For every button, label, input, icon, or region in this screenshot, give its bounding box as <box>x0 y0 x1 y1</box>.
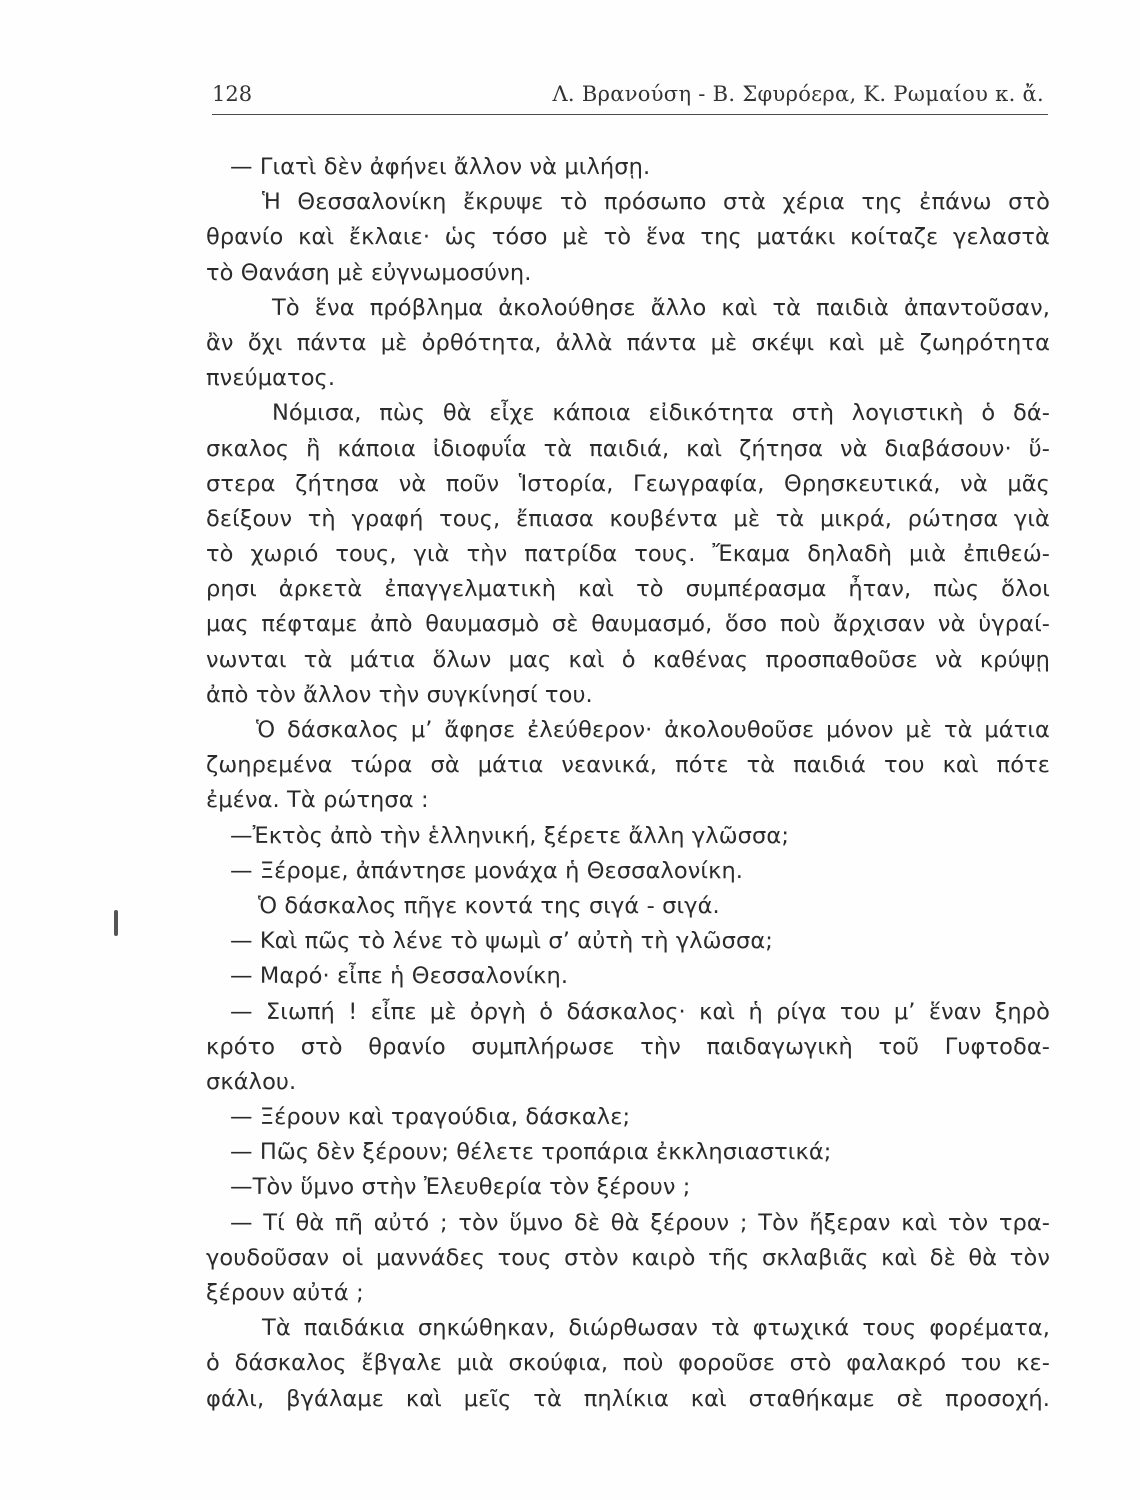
text-line: ξέρουν αὐτά ; <box>206 1280 364 1306</box>
text-line: — Μαρό· εἶπε ἡ Θεσσαλονίκη. <box>230 963 569 990</box>
text-line: πνεύματος. <box>206 365 336 392</box>
text-line: τὸ Θανάση μὲ εὐγνωμοσύνη. <box>206 259 532 286</box>
text-line: — Τί θὰ πῆ αὐτό ; τὸν ὕμνο δὲ θὰ ξέρουν ; Τὸν ἤξεραν καὶ τὸν τρα- <box>230 1209 1050 1236</box>
text-line: σκαλος ἢ κάποια ἰδιοφυΐα τὰ παιδιά, καὶ ζήτησα νὰ διαβάσουν· ὕ- <box>206 435 1050 462</box>
text-line: Ἡ Θεσσαλονίκη ἔκρυψε τὸ πρόσωπο στὰ χέρια της ἐπάνω στὸ <box>262 189 1050 216</box>
text-line: στερα ζήτησα νὰ ποῦν Ἱστορία, Γεωγραφία, Θρησκευτικά, νὰ μᾶς <box>206 470 1050 497</box>
text-line: — Γιατὶ δὲν ἀφήνει ἄλλον νὰ μιλήσῃ. <box>230 154 651 180</box>
text-line: —Ἐκτὸς ἀπὸ τὴν ἑλληνική, ξέρετε ἄλλη γλῶσσα; <box>230 822 790 849</box>
text-line: μας πέφταμε ἀπὸ θαυμασμὸ σὲ θαυμασμό, ὅσο ποὺ ἄρχισαν νὰ ὑγραί- <box>206 611 1050 638</box>
text-line: — Σιωπή ! εἶπε μὲ ὀργὴ ὁ δάσκαλος· καὶ ἡ ρίγα του μ’ ἕναν ξηρὸ <box>230 998 1050 1025</box>
text-line: ἀπὸ τὸν ἄλλον τὴν συγκίνησί του. <box>206 681 593 708</box>
page-number: 128 <box>212 82 253 106</box>
text-line: Νόμισα, πὼς θὰ εἶχε κάποια εἰδικότητα στὴ λογιστικὴ ὁ δά- <box>272 400 1050 427</box>
text-line: τὸ χωριό τους, γιὰ τὴν πατρίδα τους. Ἔκαμα δηλαδὴ μιὰ ἐπιθεώ- <box>206 541 1050 568</box>
text-line: — Πῶς δὲν ξέρουν; θέλετε τροπάρια ἐκκλησιαστικά; <box>230 1139 832 1166</box>
text-line: ἐμένα. Τὰ ρώτησα : <box>206 787 429 814</box>
running-head: Λ. Βρανούση - Β. Σφυρόερα, Κ. Ρωμαίου κ. ἄ. <box>552 82 1044 106</box>
text-line: — Ξέρουν καὶ τραγούδια, δάσκαλε; <box>230 1104 631 1131</box>
margin-mark <box>114 910 118 936</box>
text-line: Τὸ ἕνα πρόβλημα ἀκολούθησε ἄλλο καὶ τὰ παιδιὰ ἀπαντοῦσαν, <box>272 294 1050 321</box>
text-line: Ὁ δάσκαλος πῆγε κοντά της σιγά - σιγά. <box>258 892 720 919</box>
text-line: — Ξέρομε, ἀπάντησε μονάχα ἡ Θεσσαλονίκη. <box>230 857 744 884</box>
text-line: — Καὶ πῶς τὸ λένε τὸ ψωμὶ σ’ αὐτὴ τὴ γλῶσσα; <box>230 928 773 955</box>
text-line: γουδοῦσαν οἱ μαννάδες τους στὸν καιρὸ τῆς σκλαβιᾶς καὶ δὲ θὰ τὸν <box>206 1244 1050 1271</box>
page-header <box>212 80 1048 115</box>
text-line: δείξουν τὴ γραφή τους, ἔπιασα κουβέντα μὲ τὰ μικρά, ρώτησα γιὰ <box>206 505 1050 532</box>
text-line: Τὰ παιδάκια σηκώθηκαν, διώρθωσαν τὰ φτωχικά τους φορέματα, <box>262 1315 1050 1342</box>
text-line: ρησι ἀρκετὰ ἐπαγγελματικὴ καὶ τὸ συμπέρασμα ἦταν, πὼς ὅλοι <box>206 576 1050 603</box>
text-line: κρότο στὸ θρανίο συμπλήρωσε τὴν παιδαγωγικὴ τοῦ Γυφτοδα- <box>206 1033 1050 1060</box>
text-line: θρανίο καὶ ἔκλαιε· ὡς τόσο μὲ τὸ ἕνα της ματάκι κοίταζε γελαστὰ <box>206 224 1050 251</box>
text-line: ζωηρεμένα τώρα σὰ μάτια νεανικά, πότε τὰ παιδιά του καὶ πότε <box>206 752 1050 779</box>
text-line: Ὁ δάσκαλος μ’ ἄφησε ἐλεύθερον· ἀκολουθοῦσε μόνον μὲ τὰ μάτια <box>256 717 1050 743</box>
text-line: νωνται τὰ μάτια ὅλων μας καὶ ὁ καθένας προσπαθοῦσε νὰ κρύψῃ <box>206 646 1050 673</box>
text-line: ὁ δάσκαλος ἔβγαλε μιὰ σκούφια, ποὺ φοροῦσε στὸ φαλακρό του κε- <box>206 1350 1050 1377</box>
text-line: —Τὸν ὕμνο στὴν Ἐλευθερία τὸν ξέρουν ; <box>230 1174 691 1201</box>
body-text <box>206 150 1050 1417</box>
text-line: ἂν ὄχι πάντα μὲ ὀρθότητα, ἀλλὰ πάντα μὲ σκέψι καὶ μὲ ζωηρότητα <box>206 329 1050 356</box>
text-line: σκάλου. <box>206 1068 297 1095</box>
text-line: φάλι, βγάλαμε καὶ μεῖς τὰ πηλίκια καὶ σταθήκαμε σὲ προσοχή. <box>206 1385 1050 1412</box>
